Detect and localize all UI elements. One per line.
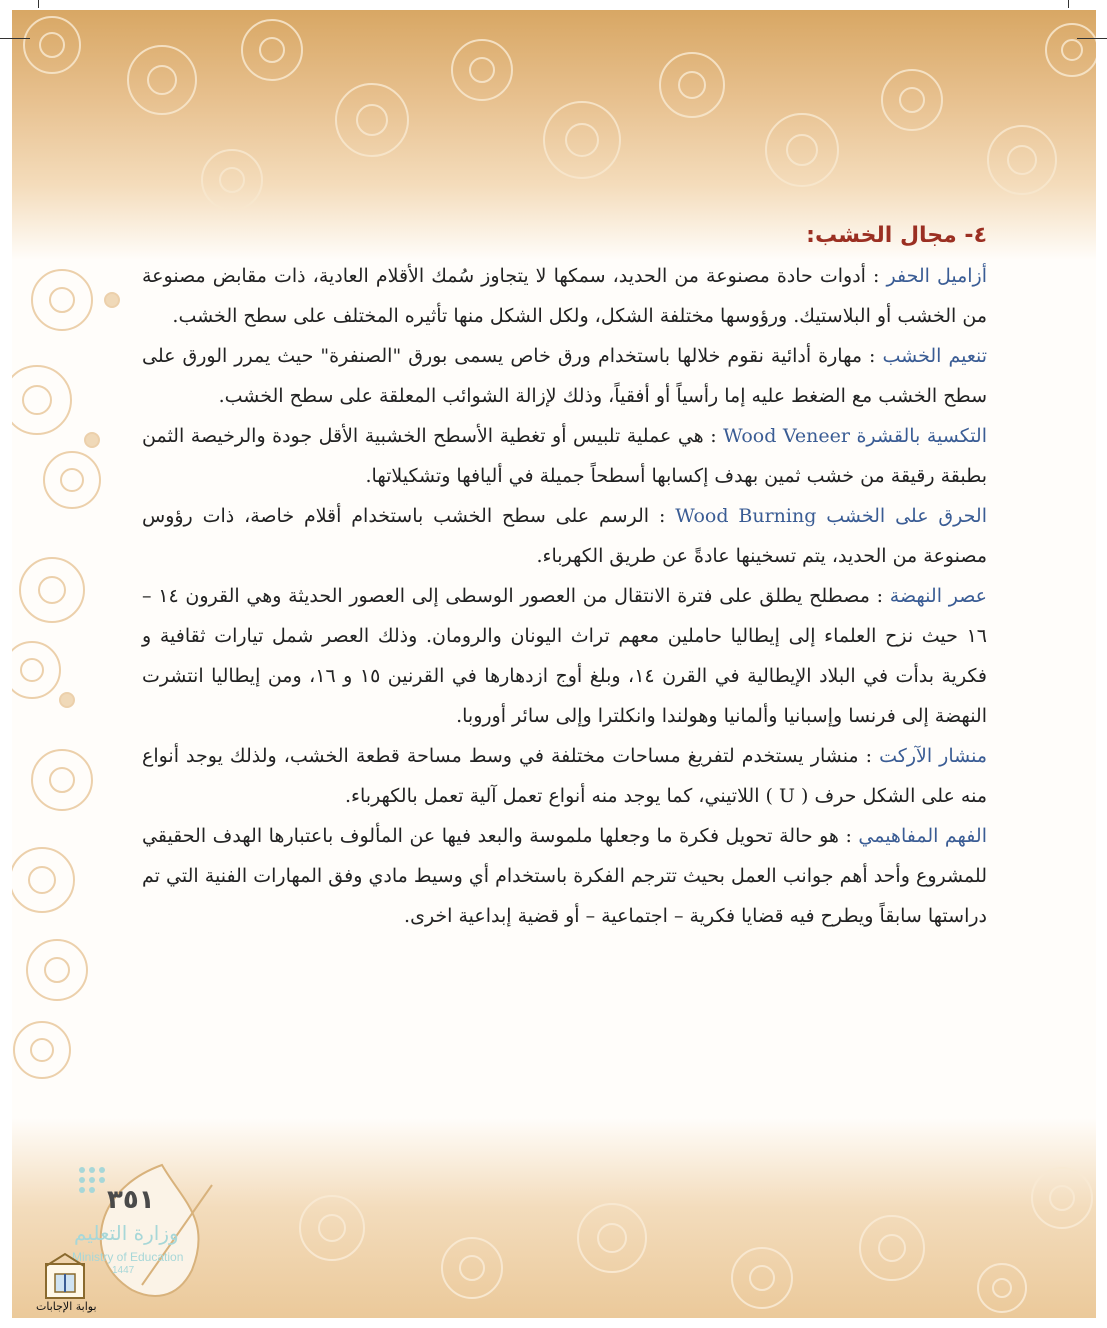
glossary-entry-conceptual-understanding: [142, 816, 987, 936]
definition: : هو حالة تحويل فكرة ما وجعلها ملموسة والبعد فيها عن المألوف باعتبارها الهدف الحقيقي للمشروع وأحد أهم جوانب العمل بحيث تترجم الفكرة باستخدام أي وسيط مادي وفق المهارات الفنية التي تم دراستها سابقاً ويطرح فيه قضايا فكرية – اجتماعية – أو قضية إبداعية اخرى.: [142, 825, 987, 927]
definition: : هي عملية تلبيس أو تغطية الأسطح الخشبية الأقل جودة والرخيصة الثمن بطبقة رقيقة من خشب ثمين بهدف إكسابها أسطحاً جميلة في أليافها وتشكيلاتها.: [142, 425, 987, 487]
definition: : أدوات حادة مصنوعة من الحديد، سمكها لا يتجاوز سُمك الأقلام العادية، ذات مقابض مصنوعة من الخشب أو البلاستيك. ورؤوسها مختلفة الشكل، ولكل الشكل منها تأثيره المختلف على سطح الخشب.: [142, 265, 987, 327]
glossary-entry-wood-burning: [142, 496, 987, 576]
definition: : منشار يستخدم لتفريغ مساحات مختلفة في وسط مساحة قطعة الخشب، ولذلك يوجد أنواع منه على الشكل حرف ( U ) اللاتيني، كما يوجد منه أنواع تعمل آلية تعمل بالكهرباء.: [142, 745, 987, 807]
section-heading: ٤- مجال الخشب:: [806, 223, 987, 248]
crop-mark: [1068, 0, 1069, 8]
term: تنعيم الخشب: [882, 345, 988, 367]
term: الفهم المفاهيمي: [858, 825, 987, 847]
glossary-entry-wood-veneer: [142, 416, 987, 496]
crop-mark: [38, 0, 39, 8]
term: الحرق على الخشب Wood Burning: [675, 505, 987, 527]
definition: : الرسم على سطح الخشب باستخدام أقلام خاصة، ذات رؤوس مصنوعة من الحديد، يتم تسخينها عادةً عن طريق الكهرباء.: [142, 505, 987, 567]
term: التكسية بالقشرة Wood Veneer: [723, 425, 988, 447]
ministry-name-arabic: وزارة التعليم: [74, 1221, 179, 1245]
rosette-pattern-left: [12, 10, 132, 1160]
glossary-entry-renaissance: [142, 576, 987, 736]
ministry-year: 1447: [112, 1265, 135, 1276]
glossary-entry-sanding: [142, 336, 987, 416]
glossary-content: [142, 218, 987, 936]
glossary-entry-chisels: [142, 256, 987, 336]
watermark-text: بوابة الإجابات: [36, 1300, 97, 1313]
crop-mark: [0, 38, 30, 39]
definition: : مصطلح يطلق على فترة الانتقال من العصور الوسطى إلى العصور الحديثة وهي القرون ١٤ – ١٦ حيث نزح العلماء إلى إيطاليا حاملين معهم تراث اليونان والرومان. وذلك العصر شمل تيارات ثقافية و فكرية بدأت في البلاد الإيطالية في القرن ١٤، وبلغ أوج ازدهارها في القرنين ١٥ و ١٦، ومن إيطاليا انتشرت النهضة إلى فرنسا وإسبانيا وألمانيا وهولندا وانكلترا وإلى سائر أوروبا.: [142, 585, 987, 727]
watermark-logo-icon: [40, 1252, 90, 1300]
book-page: [12, 10, 1096, 1318]
definition: : مهارة أدائية نقوم خلالها باستخدام ورق خاص يسمى بورق "الصنفرة" حيث يمرر الورق على سطح الخشب مع الضغط عليه إما رأسياً أو أفقياً، وذلك لإزالة الشوائب المعلقة على سطح الخشب.: [142, 345, 987, 407]
page-number: ٣٥١: [107, 1185, 155, 1215]
crop-mark: [1077, 38, 1107, 39]
term: عصر النهضة: [889, 585, 988, 607]
ministry-name-english: Ministry of Education: [72, 1250, 184, 1264]
glossary-entry-fret-saw: [142, 736, 987, 816]
term: منشار الآركت: [879, 745, 987, 767]
term: أزاميل الحفر: [886, 265, 988, 287]
